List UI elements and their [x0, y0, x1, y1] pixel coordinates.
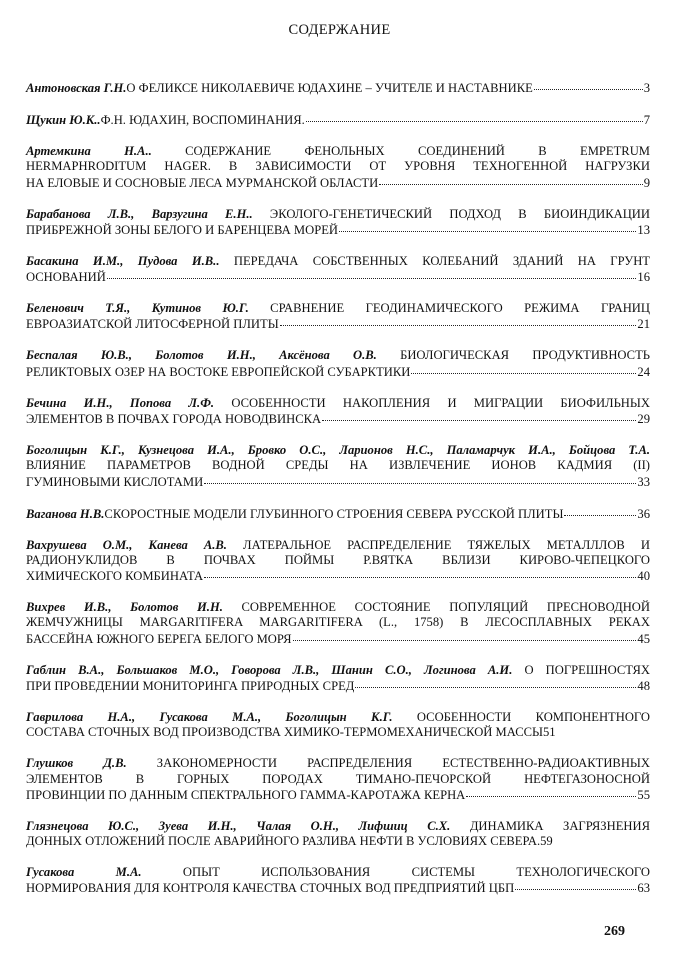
toc-entry-title-line: Бечина И.Н., Попова Л.Ф. ОСОБЕННОСТИ НАКОПЛЕНИЯ И МИГРАЦИИ БИОФИЛЬНЫХ — [26, 395, 650, 410]
dot-leader — [411, 364, 636, 376]
toc-entry-page: 13 — [637, 222, 650, 237]
toc-entry-title-line: HERMAPHRODITUM HAGER. В ЗАВИСИМОСТИ ОТ УРОВНЯ ТЕХНОГЕННОЙ НАГРУЗКИ — [26, 159, 650, 174]
toc-entry-title-line: Глязнецова Ю.С., Зуева И.Н., Чалая О.Н., Лифшиц С.Х. ДИНАМИКА ЗАГРЯЗНЕНИЯ — [26, 818, 650, 833]
toc-entry-authors: Щукин Ю.К.. — [26, 112, 101, 127]
toc-entry-page: 59 — [540, 834, 553, 849]
dot-leader — [466, 787, 636, 799]
toc-entry — [26, 600, 650, 647]
toc-entry-page: 9 — [643, 175, 650, 190]
toc-entry-page: 45 — [637, 631, 650, 646]
toc-entry — [26, 663, 650, 695]
toc-entry — [26, 396, 650, 428]
toc-entry — [26, 756, 650, 803]
dot-leader — [306, 112, 643, 124]
toc-entry-title-line: Барабанова Л.В., Варзугина Е.Н.. ЭКОЛОГО-ГЕНЕТИЧЕСКИЙ ПОДХОД В БИОИНДИКАЦИИ — [26, 206, 650, 221]
toc-entry-title-line: РАДИОНУКЛИДОВ В ПОЧВАХ ПОЙМЫ Р.ВЯТКА ВБЛИЗИ КИРОВО-ЧЕПЕЦКОГО — [26, 552, 650, 567]
toc-entry — [26, 865, 650, 897]
toc-entry-title-line: ОСНОВАНИЙ — [26, 270, 106, 285]
dot-leader — [339, 222, 636, 234]
dot-leader — [322, 411, 636, 423]
dot-leader — [379, 175, 642, 187]
toc-entry-title-line: НОРМИРОВАНИЯ ДЛЯ КОНТРОЛЯ КАЧЕСТВА СТОЧНЫХ ВОД ПРЕДПРИЯТИЙ ЦБП — [26, 881, 515, 896]
toc-entry-title-line: ПРОВИНЦИИ ПО ДАННЫМ СПЕКТРАЛЬНОГО ГАММА-КАРОТАЖА КЕРНА — [26, 787, 466, 802]
toc-entry-authors: Вихрев И.В., Болотов И.Н. — [26, 600, 223, 615]
toc-entry-title-line: ЭЛЕМЕНТОВ В ПОЧВАХ ГОРОДА НОВОДВИНСКА — [26, 411, 322, 426]
dot-leader — [204, 474, 636, 486]
toc-entry — [26, 301, 650, 333]
toc-entry-title-line: ХИМИЧЕСКОГО КОМБИНАТА — [26, 569, 204, 584]
toc-entry-title-line: Вихрев И.В., Болотов И.Н. СОВРЕМЕННОЕ СОСТОЯНИЕ ПОПУЛЯЦИЙ ПРЕСНОВОДНОЙ — [26, 600, 650, 615]
toc-entry-title-line: ВЛИЯНИЕ ПАРАМЕТРОВ ВОДНОЙ СРЕДЫ НА ИЗВЛЕЧЕНИЕ ИОНОВ КАДМИЯ (II) — [26, 458, 650, 473]
toc-entry-page: 16 — [637, 270, 650, 285]
toc-entry-authors: Антоновская Г.Н. — [26, 81, 127, 95]
dot-leader — [534, 80, 643, 92]
dot-leader — [515, 880, 636, 892]
toc-entry-title-line: Беленович Т.Я., Кутинов Ю.Г. СРАВНЕНИЕ ГЕОДИНАМИЧЕСКОГО РЕЖИМА ГРАНИЦ — [26, 301, 650, 316]
dot-leader — [204, 568, 636, 580]
toc-entry-title-line: БАССЕЙНА ЮЖНОГО БЕРЕГА БЕЛОГО МОРЯ — [26, 631, 292, 646]
toc-entry — [26, 144, 650, 191]
toc-entry — [26, 506, 650, 522]
toc-entry-page: 55 — [637, 787, 650, 802]
toc-entry-title-line: Гусакова М.А. ОПЫТ ИСПОЛЬЗОВАНИЯ СИСТЕМЫ ТЕХНОЛОГИЧЕСКОГО — [26, 865, 650, 880]
toc-entry-page: 36 — [637, 506, 650, 521]
toc-entry-title-line: ПРИБРЕЖНОЙ ЗОНЫ БЕЛОГО И БАРЕНЦЕВА МОРЕЙ — [26, 222, 338, 237]
toc-entry-authors: Артемкина Н.А.. — [26, 143, 152, 158]
toc-entry-authors: Глязнецова Ю.С., Зуева И.Н., Чалая О.Н., Лифшиц С.Х. — [26, 818, 451, 833]
toc-entry-authors: Ваганова Н.В. — [26, 506, 105, 521]
dot-leader — [293, 631, 637, 643]
toc-entry-title-line: ЕВРОАЗИАТСКОЙ ЛИТОСФЕРНОЙ ПЛИТЫ — [26, 317, 279, 332]
toc-entry-title-line: НА ЕЛОВЫЕ И СОСНОВЫЕ ЛЕСА МУРМАНСКОЙ ОБЛАСТИ — [26, 175, 379, 190]
toc-entry-page: 33 — [637, 474, 650, 489]
toc-entry-title-line: ПРИ ПРОВЕДЕНИИ МОНИТОРИНГА ПРИРОДНЫХ СРЕД — [26, 678, 355, 693]
toc-entry-authors: Габлин В.А., Большаков М.О., Говорова Л.В., Шанин С.О., Логинова А.И. — [26, 662, 513, 677]
toc-entry-title-line: ЭЛЕМЕНТОВ В ГОРНЫХ ПОРОДАХ ТИМАНО-ПЕЧОРСКОЙ НЕФТЕГАЗОНОСНОЙ — [26, 771, 650, 786]
toc-entry-page: 7 — [643, 112, 650, 127]
toc-entry-authors: Барабанова Л.В., Варзугина Е.Н.. — [26, 206, 253, 221]
toc-entry — [26, 348, 650, 380]
toc-entry — [26, 254, 650, 286]
toc-entry-title-line: ЖЕМЧУЖНИЦЫ MARGARITIFERA MARGARITIFERA (L., 1758) В ЛЕСОСПЛАВНЫХ РЕКАХ — [26, 615, 650, 630]
toc-entry — [26, 710, 650, 741]
toc-entry-title-line: СОСТАВА СТОЧНЫХ ВОД ПРОИЗВОДСТВА ХИМИКО-ТЕРМОМЕХАНИЧЕСКОЙ МАССЫ — [26, 725, 543, 740]
toc-entry-authors: Беленович Т.Я., Кутинов Ю.Г. — [26, 301, 249, 316]
toc-entry-title-line: ДОННЫХ ОТЛОЖЕНИЙ ПОСЛЕ АВАРИЙНОГО РАЗЛИВА НЕФТИ В УСЛОВИЯХ СЕВЕРА. — [26, 834, 541, 849]
toc-entry-page: 29 — [637, 411, 650, 426]
toc-entry-authors: Бечина И.Н., Попова Л.Ф. — [26, 395, 215, 410]
toc-entry-title-line: ГУМИНОВЫМИ КИСЛОТАМИ — [26, 474, 204, 489]
toc-entry — [26, 819, 650, 850]
toc-entry-title: СКОРОСТНЫЕ МОДЕЛИ ГЛУБИННОГО СТРОЕНИЯ СЕВЕРА РУССКОЙ ПЛИТЫ — [104, 506, 564, 521]
toc-entry-page: 63 — [637, 881, 650, 896]
toc-entry-page: 40 — [637, 569, 650, 584]
toc-entry-page: 48 — [637, 678, 650, 693]
table-of-contents — [26, 80, 650, 912]
toc-entry-title-line: Габлин В.А., Большаков М.О., Говорова Л.В., Шанин С.О., Логинова А.И. О ПОГРЕШНОСТЯХ — [26, 662, 650, 677]
toc-entry — [26, 538, 650, 585]
toc-entry — [26, 112, 650, 128]
dot-leader — [280, 316, 637, 328]
toc-entry-title-line: Беспалая Ю.В., Болотов И.Н., Аксёнова О.В. БИОЛОГИЧЕСКАЯ ПРОДУКТИВНОСТЬ — [26, 348, 650, 363]
toc-entry — [26, 80, 650, 96]
toc-entry-title: О ФЕЛИКСЕ НИКОЛАЕВИЧЕ ЮДАХИНЕ – УЧИТЕЛЕ И НАСТАВНИКЕ — [126, 81, 533, 95]
toc-entry-authors: Вахрушева О.М., Канева А.В. — [26, 537, 227, 552]
dot-leader — [564, 506, 636, 518]
toc-entry-authors: Глушков Д.В. — [26, 756, 127, 771]
toc-entry-title-line: Глушков Д.В. ЗАКОНОМЕРНОСТИ РАСПРЕДЕЛЕНИЯ ЕСТЕСТВЕННО-РАДИОАКТИВНЫХ — [26, 756, 650, 771]
toc-entry-authors: Боголицын К.Г., Кузнецова И.А., Бровко О.С., Ларионов Н.С., Паламарчук И.А., Бойцова Т.А. — [26, 442, 650, 457]
dot-leader — [107, 269, 637, 281]
toc-entry-title-line: Артемкина Н.А.. СОДЕРЖАНИЕ ФЕНОЛЬНЫХ СОЕДИНЕНИЙ В EMPETRUM — [26, 143, 650, 158]
toc-entry-title: Ф.Н. ЮДАХИН, ВОСПОМИНАНИЯ. — [100, 112, 305, 127]
toc-entry-title-line: Басакина И.М., Пудова И.В.. ПЕРЕДАЧА СОБСТВЕННЫХ КОЛЕБАНИЙ ЗДАНИЙ НА ГРУНТ — [26, 253, 650, 268]
page-heading: СОДЕРЖАНИЕ — [288, 22, 391, 38]
toc-entry — [26, 443, 650, 490]
toc-entry-title-line: РЕЛИКТОВЫХ ОЗЕР НА ВОСТОКЕ ЕВРОПЕЙСКОЙ СУБАРКТИКИ — [26, 364, 411, 379]
toc-entry — [26, 207, 650, 239]
page-number: 269 — [604, 924, 625, 939]
toc-entry-page: 51 — [543, 725, 556, 740]
toc-entry-title-line: Гаврилова Н.А., Гусакова М.А., Боголицын К.Г. ОСОБЕННОСТИ КОМПОНЕНТНОГО — [26, 709, 650, 724]
toc-entry-authors: Басакина И.М., Пудова И.В.. — [26, 253, 220, 268]
toc-entry-title-line: Вахрушева О.М., Канева А.В. ЛАТЕРАЛЬНОЕ РАСПРЕДЕЛЕНИЕ ТЯЖЕЛЫХ МЕТАЛЛЛОВ И — [26, 537, 651, 552]
toc-entry-page: 21 — [637, 317, 650, 332]
toc-entry-page: 24 — [637, 364, 650, 379]
toc-entry-authors: Гусакова М.А. — [26, 865, 142, 880]
toc-entry-authors: Гаврилова Н.А., Гусакова М.А., Боголицын К.Г. — [26, 709, 393, 724]
dot-leader — [355, 678, 636, 690]
toc-entry-authors: Беспалая Ю.В., Болотов И.Н., Аксёнова О.В. — [26, 348, 377, 363]
toc-entry-page: 3 — [643, 81, 650, 95]
